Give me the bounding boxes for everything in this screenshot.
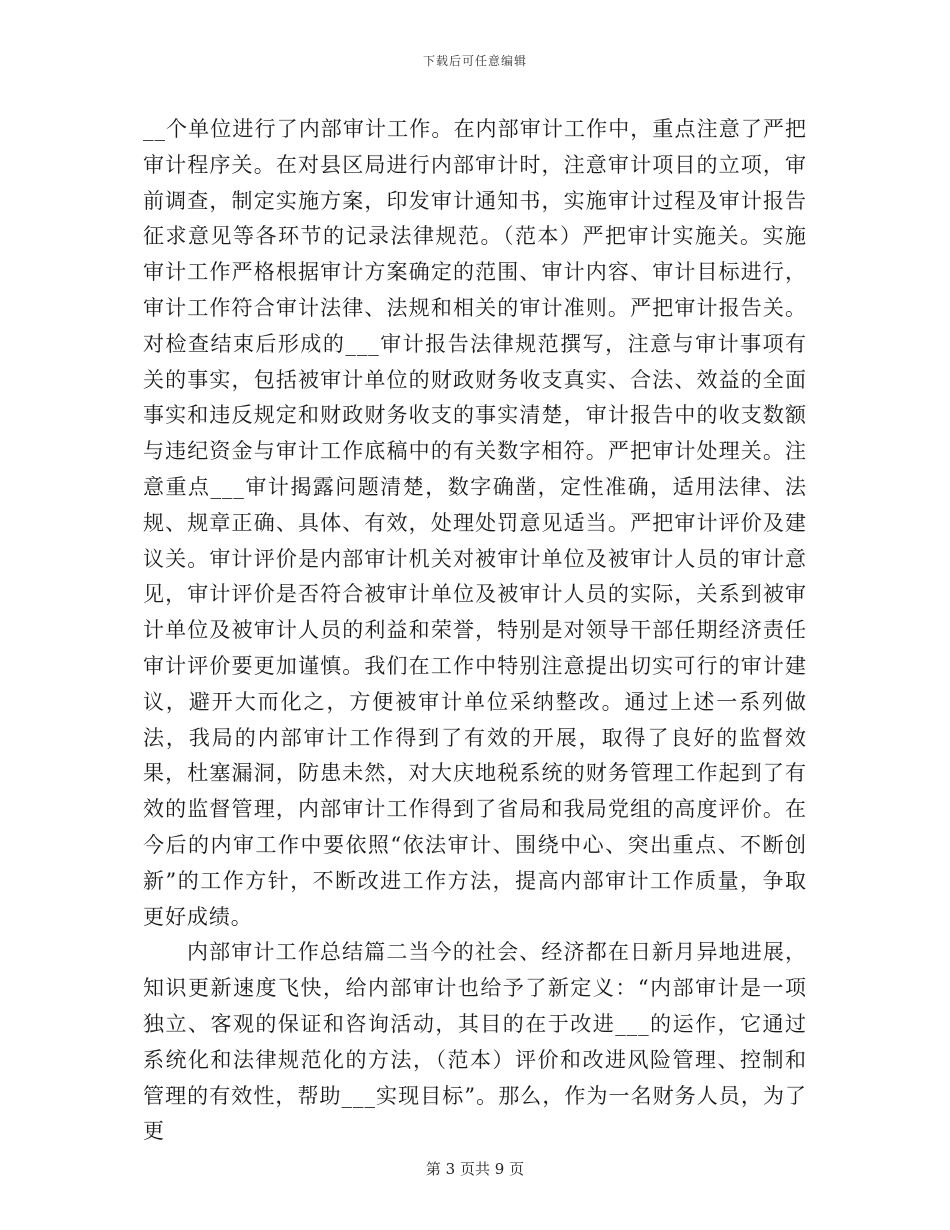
page-number: 第 3 页共 9 页 bbox=[425, 1160, 525, 1178]
document-body bbox=[143, 112, 807, 1150]
paragraph-1: __个单位进行了内部审计工作。在内部审计工作中，重点注意了严把审计程序关。在对县区局进行内部审计时，注意审计项目的立项，审前调查，制定实施方案，印发审计通知书，实施审计过程及审计报告征求意见等各环节的记录法律规范。（范本）严把审计实施关。实施审计工作严格根据审计方案确定的范围、审计内容、审计目标进行，审计工作符合审计法律、法规和相关的审计准则。严把审计报告关。对检查结束后形成的___审计报告法律规范撰写，注意与审计事项有关的事实，包括被审计单位的财政财务收支真实、合法、效益的全面事实和违反规定和财政财务收支的事实清楚，审计报告中的收支数额与违纪资金与审计工作底稿中的有关数字相符。严把审计处理关。注意重点___审计揭露问题清楚，数字确凿，定性准确，适用法律、法规、规章正确、具体、有效，处理处罚意见适当。严把审计评价及建议关。审计评价是内部审计机关对被审计单位及被审计人员的审计意见，审计评价是否符合被审计单位及被审计人员的实际，关系到被审计单位及被审计人员的利益和荣誉，特别是对领导干部任期经济责任审计评价要更加谨慎。我们在工作中特别注意提出切实可行的审计建议，避开大而化之，方便被审计单位采纳整改。通过上述一系列做法，我局的内部审计工作得到了有效的开展，取得了良好的监督效果，杜塞漏洞，防患未然，对大庆地税系统的财务管理工作起到了有效的监督管理，内部审计工作得到了省局和我局党组的高度评价。在今后的内审工作中要依照“依法审计、围绕中心、突出重点、不断创新”的工作方针，不断改进工作方法，提高内部审计工作质量，争取更好成绩。 bbox=[143, 117, 807, 929]
paragraph-2: 内部审计工作总结篇二当今的社会、经济都在日新月异地进展，知识更新速度飞快，给内部审计也给予了新定义：“内部审计是一项独立、客观的保证和咨询活动，其目的在于改进___的运作，它通过系统化和法律规范化的方法，（范本）评价和改进风险管理、控制和管理的有效性，帮助___实现目标”。那么，作为一名财务人员，为了更 bbox=[143, 940, 807, 1144]
page-header-note: 下载后可任意编辑 bbox=[422, 54, 527, 68]
